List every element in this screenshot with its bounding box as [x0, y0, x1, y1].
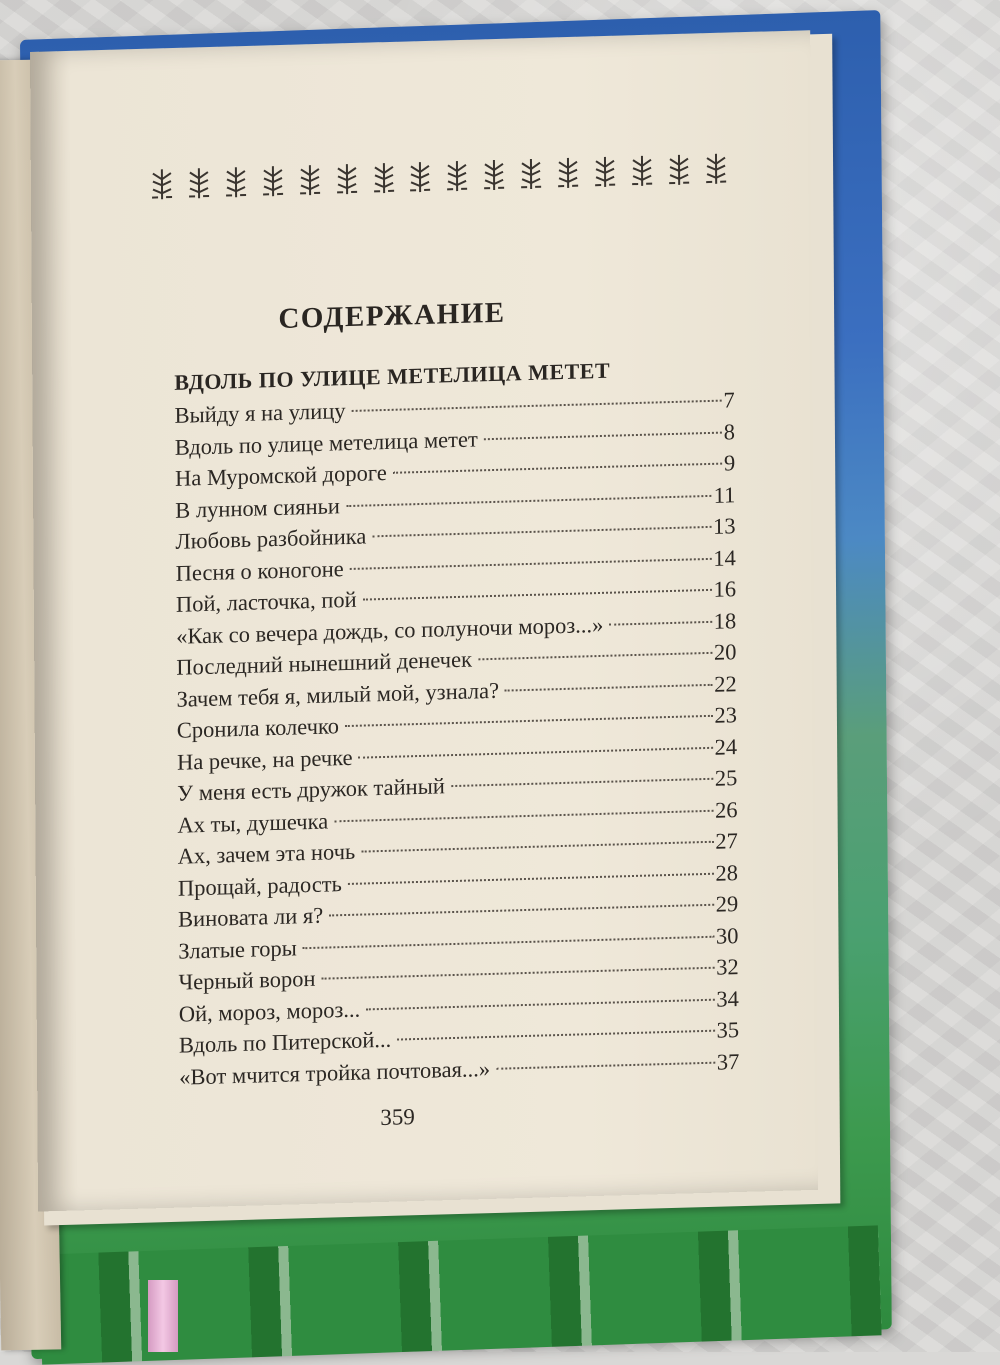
toc-entry-title: Любовь разбойника [175, 523, 367, 554]
folk-ornament-icon [444, 159, 470, 194]
section-heading: ВДОЛЬ ПО УЛИЦЕ МЕТЕЛИЦА МЕТЕТ [174, 357, 611, 395]
toc-entry-page: 16 [713, 576, 737, 602]
toc-entry-title: Сронила колечко [176, 713, 340, 743]
toc-leader-dots [505, 683, 712, 691]
toc-entry-page: 25 [714, 765, 738, 791]
page-number: 359 [380, 1104, 415, 1131]
toc-entry-page: 20 [713, 639, 737, 665]
toc-entry-page: 8 [723, 418, 736, 445]
folk-ornament-icon [333, 162, 359, 197]
toc-entry-title: Ах, зачем эта ночь [177, 838, 356, 869]
toc-leader-dots [334, 809, 713, 822]
toc-leader-dots [393, 463, 722, 474]
page-title: СОДЕРЖАНИЕ [278, 296, 506, 336]
header-ornament [149, 144, 729, 208]
toc-leader-dots [484, 431, 722, 440]
toc-entry-page: 11 [713, 481, 736, 508]
toc-entry-page: 24 [714, 733, 738, 760]
toc-entry-page: 37 [716, 1048, 740, 1075]
toc-leader-dots [350, 557, 712, 569]
toc-leader-dots [361, 841, 713, 853]
toc-entry-page: 29 [715, 891, 739, 917]
toc-leader-dots [451, 778, 713, 787]
folk-ornament-icon [629, 154, 655, 189]
toc-entry-title: «Вот мчится тройка почтовая...» [179, 1055, 491, 1090]
toc-entry-title: У меня есть дружок тайный [177, 773, 445, 806]
folk-ornament-icon [518, 157, 544, 192]
toc-entry-page: 18 [713, 607, 737, 634]
toc-entry-title: Песня о коногоне [175, 555, 344, 586]
toc-leader-dots [352, 400, 722, 412]
toc-leader-dots [366, 998, 714, 1010]
toc-leader-dots [329, 904, 714, 917]
toc-leader-dots [348, 872, 714, 884]
folk-ornament-icon [370, 161, 396, 196]
toc-entry-title: Черный ворон [178, 965, 316, 995]
toc-entry-title: «Как со вечера дождь, со полуночи мороз...» [176, 611, 604, 649]
folk-ornament-icon [703, 151, 729, 186]
toc-leader-dots [372, 526, 711, 537]
folk-ornament-icon [407, 160, 433, 195]
toc-leader-dots [359, 746, 713, 758]
toc-entry-page: 28 [715, 859, 739, 886]
toc-entry-page: 13 [712, 513, 736, 539]
toc-entry-page: 32 [716, 954, 739, 980]
folk-ornament-icon [481, 158, 507, 193]
toc-entry-title: В лунном сияньи [175, 492, 340, 523]
cover-pink-detail [148, 1280, 178, 1352]
toc-leader-dots [478, 652, 712, 661]
toc-entry-page: 9 [723, 450, 736, 476]
folk-ornament-icon [149, 167, 175, 202]
toc-leader-dots [496, 1061, 715, 1069]
table-of-contents [174, 384, 739, 1092]
toc-entry-title: Зачем тебя я, милый мой, узнала? [176, 677, 500, 712]
folk-ornament-icon [223, 165, 249, 200]
folk-ornament-icon [297, 163, 323, 198]
folk-ornament-icon [260, 164, 286, 199]
toc-entry-page: 30 [715, 922, 739, 949]
toc-entry-page: 35 [716, 1017, 740, 1043]
toc-entry-page: 26 [714, 796, 738, 823]
toc-entry-title: Ой, мороз, мороз... [178, 996, 361, 1027]
toc-entry-page: 23 [714, 702, 737, 728]
toc-entry-page: 22 [714, 670, 737, 697]
book-page [30, 30, 818, 1211]
toc-entry-title: На речке, на речке [176, 744, 353, 775]
toc-entry-title: Выйду я на улицу [174, 398, 346, 428]
folk-ornament-icon [186, 166, 212, 201]
folk-ornament-icon [592, 155, 618, 190]
toc-leader-dots [322, 967, 715, 980]
folk-ornament-icon [555, 156, 581, 191]
toc-entry-page: 7 [723, 387, 735, 413]
toc-entry-title: Виновата ли я? [178, 902, 324, 932]
toc-leader-dots [609, 620, 711, 625]
toc-entry-title: Златые горы [178, 934, 297, 964]
toc-entry-title: Ах ты, душечка [177, 808, 329, 838]
toc-entry-title: Вдоль по Питерской... [178, 1026, 392, 1058]
toc-leader-dots [397, 1030, 714, 1041]
toc-entry-page: 34 [716, 985, 739, 1012]
toc-entry-page: 14 [713, 544, 736, 571]
toc-entry-title: Прощай, радость [177, 870, 342, 901]
toc-leader-dots [303, 935, 714, 948]
toc-entry-page: 27 [715, 828, 738, 854]
toc-entry-title: Последний нынешний денечек [176, 646, 473, 680]
toc-leader-dots [345, 715, 712, 727]
toc-leader-dots [346, 494, 712, 506]
toc-leader-dots [363, 589, 712, 601]
toc-entry-title: Вдоль по улице метелица метет [174, 425, 478, 460]
toc-entry-title: На Муромской дороге [174, 459, 387, 491]
toc-entry-title: Пой, ласточка, пой [175, 586, 357, 617]
folk-ornament-icon [666, 153, 692, 188]
